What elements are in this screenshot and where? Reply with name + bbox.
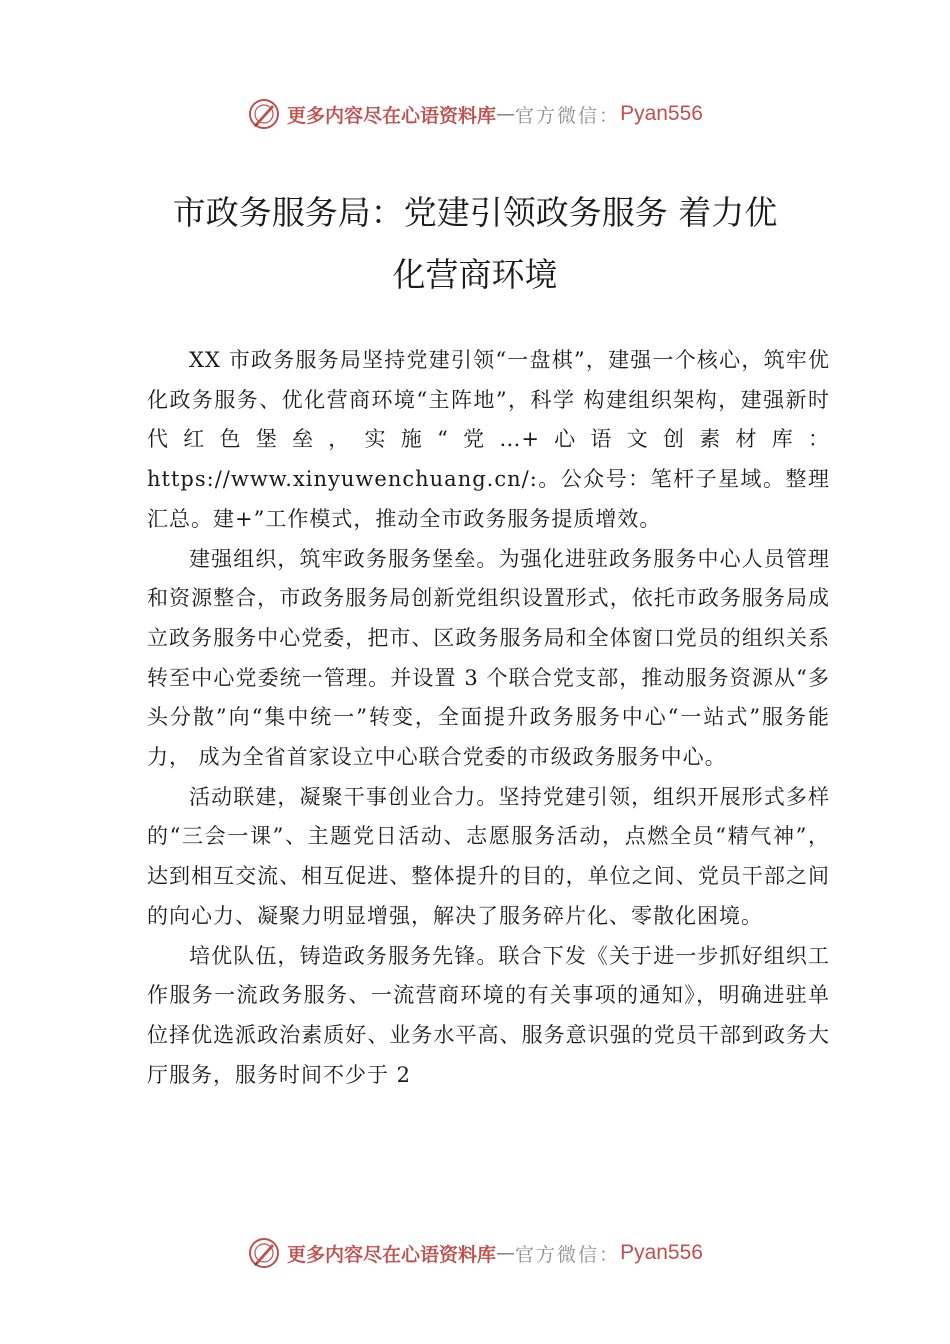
paragraph-3: 活动联建，凝聚干事创业合力。坚持党建引领，组织开展形式多样的“三会一课”、主题党日活动、志愿服务活动，点燃全员“精气神”，达到相互交流、相互促进、整体提升的目的，单位之间、党员干部之间的向心力、凝聚力明显增强，解决了服务碎片化、零散化困境。 bbox=[147, 784, 830, 928]
header-banner bbox=[0, 94, 950, 134]
pen-logo-icon bbox=[247, 97, 281, 131]
banner-wechat-id: Pyan556 bbox=[620, 102, 703, 125]
banner-dash: — bbox=[496, 103, 516, 125]
title-line-2: 化营商环境 bbox=[392, 255, 558, 294]
page-title bbox=[130, 182, 820, 306]
banner-main-text: 更多内容尽在心语资料库 bbox=[287, 104, 497, 127]
article-body bbox=[147, 341, 830, 1095]
paragraph-2: 建强组织，筑牢政务服务堡垒。为强化进驻政务服务中心人员管理和资源整合，市政务服务局创新党组织设置形式，依托市政务服务局成立政务服务中心党委，把市、区政务服务局和全体窗口党员的组织关系转至中心党委统一管理。并设置 3 个联合党支部，推动服务资源从“多头分散”向“集中统一”转变，全面提升政务服务中心“一站式”服务能力， 成为全省首家设立中心联合党委的市级政务服务中心。 bbox=[147, 546, 830, 770]
banner-wechat-label: 官方微信： bbox=[515, 104, 621, 127]
banner-wechat-label: 官方微信： bbox=[515, 1243, 621, 1266]
title-line-1: 市政务服务局：党建引领政务服务 着力优 bbox=[172, 193, 778, 232]
banner-main-text: 更多内容尽在心语资料库 bbox=[287, 1243, 497, 1266]
paragraph-1: XX 市政务服务局坚持党建引领“一盘棋”，建强一个核心，筑牢优化政务服务、优化营商环境“主阵地”，科学 构建组织架构，建强新时代红色堡垒，实施“党…+心语文创素材库：https://www.xinyuwenchuang.cn/:。公众号：笔杆子星域。整理汇总。建+”工作模式，推动全市政务服务提质增效。 bbox=[147, 348, 830, 531]
paragraph-4: 培优队伍，铸造政务服务先锋。联合下发《关于进一步抓好组织工作服务一流政务服务、一流营商环境的有关事项的通知》，明确进驻单位择优选派政治素质好、业务水平高、服务意识强的党员干部到政务大厅服务，服务时间不少于 2 bbox=[147, 943, 830, 1087]
banner-wechat-id: Pyan556 bbox=[620, 1241, 703, 1264]
pen-logo-icon bbox=[247, 1236, 281, 1270]
footer-banner bbox=[0, 1233, 950, 1273]
banner-dash: — bbox=[496, 1242, 516, 1264]
